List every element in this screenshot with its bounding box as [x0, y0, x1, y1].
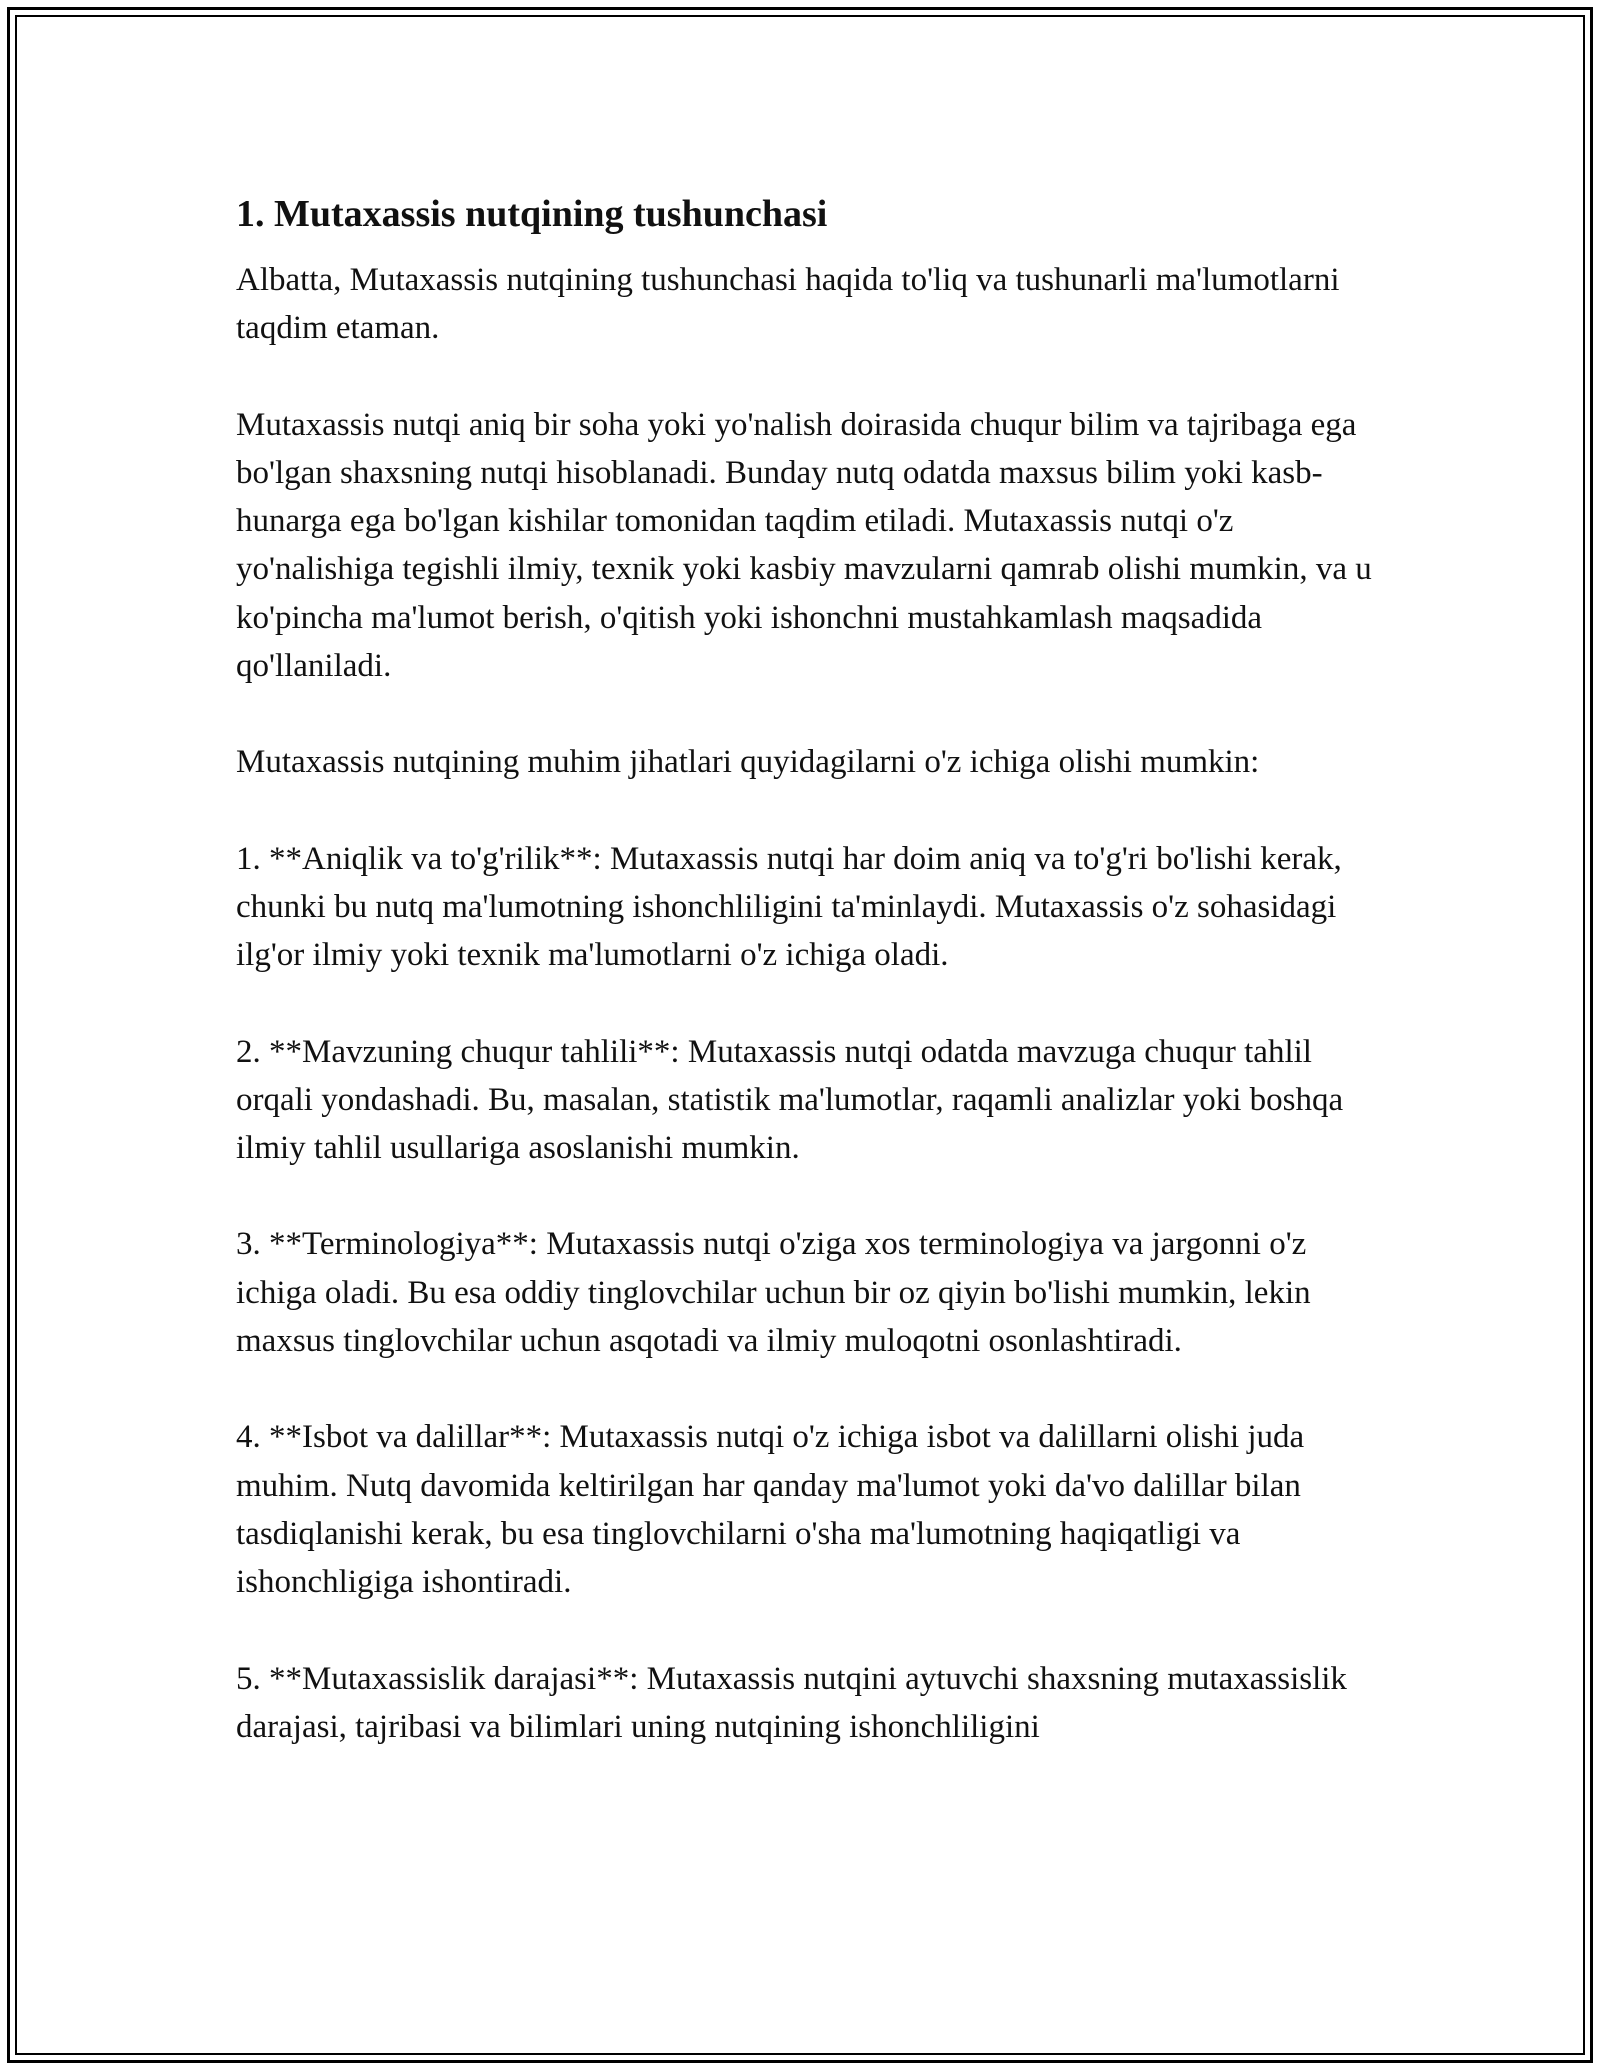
paragraph-intro: Albatta, Mutaxassis nutqining tushunchasi haqida to'liq va tushunarli ma'lumotlarni taqdim etaman. — [236, 262, 1340, 347]
list-item-tahlil: 2. **Mavzuning chuqur tahlili**: Mutaxassis nutqi odatda mavzuga chuqur tahlil orqali yondashadi. Bu, masalan, statistik ma'lumotlar, raqamli analizlar yoki boshqa ilmiy tahlil usullariga asoslanishi mumkin. — [236, 1033, 1344, 1167]
list-item-aniqlik: 1. **Aniqlik va to'g'rilik**: Mutaxassis nutqi har doim aniq va to'g'ri bo'lishi kerak, chunki bu nutq ma'lumotning ishonchliligini ta'minlaydi. Mutaxassis o'z sohasidagi ilg'or ilmiy yoki texnik ma'lumotlarni o'z ichiga oladi. — [236, 840, 1342, 974]
document-body — [236, 188, 1376, 1799]
list-item-terminologiya: 3. **Terminologiya**: Mutaxassis nutqi o'ziga xos terminologiya va jargonni o'z ichiga oladi. Bu esa oddiy tinglovchilar uchun bir oz qiyin bo'lishi mumkin, lekin maxsus tinglovchilar uchun asqotadi va ilmiy muloqotni osonlashtiradi. — [236, 1226, 1311, 1360]
paragraph-definition: Mutaxassis nutqi aniq bir soha yoki yo'nalish doirasida chuqur bilim va tajribaga ega bo'lgan shaxsning nutqi hisoblanadi. Bunday nutq odatda maxsus bilim yoki kasb-hunarga ega bo'lgan kishilar tomonidan taqdim etiladi. Mutaxassis nutqi o'z yo'nalishiga tegishli ilmiy, texnik yoki kasbiy mavzularni qamrab olishi mumkin, va u ko'pincha ma'lumot berish, o'qitish yoki ishonchni mustahkamlash maqsadida qo'llaniladi. — [236, 406, 1372, 685]
document-title: 1. Mutaxassis nutqining tushunchasi — [236, 193, 828, 235]
list-item-mutaxassislik: 5. **Mutaxassislik darajasi**: Mutaxassis nutqini aytuvchi shaxsning mutaxassislik darajasi, tajribasi va bilimlari uning nutqining ishonchliligini — [236, 1660, 1347, 1745]
paragraph-aspects-intro: Mutaxassis nutqining muhim jihatlari quyidagilarni o'z ichiga olishi mumkin: — [236, 744, 1260, 781]
list-item-isbot: 4. **Isbot va dalillar**: Mutaxassis nutqi o'z ichiga isbot va dalillarni olishi juda muhim. Nutq davomida keltirilgan har qanday ma'lumot yoki da'vo dalillar bilan tasdiqlanishi kerak, bu esa tinglovchilarni o'sha ma'lumotning haqiqatligi va ishonchligiga ishontiradi. — [236, 1419, 1305, 1601]
